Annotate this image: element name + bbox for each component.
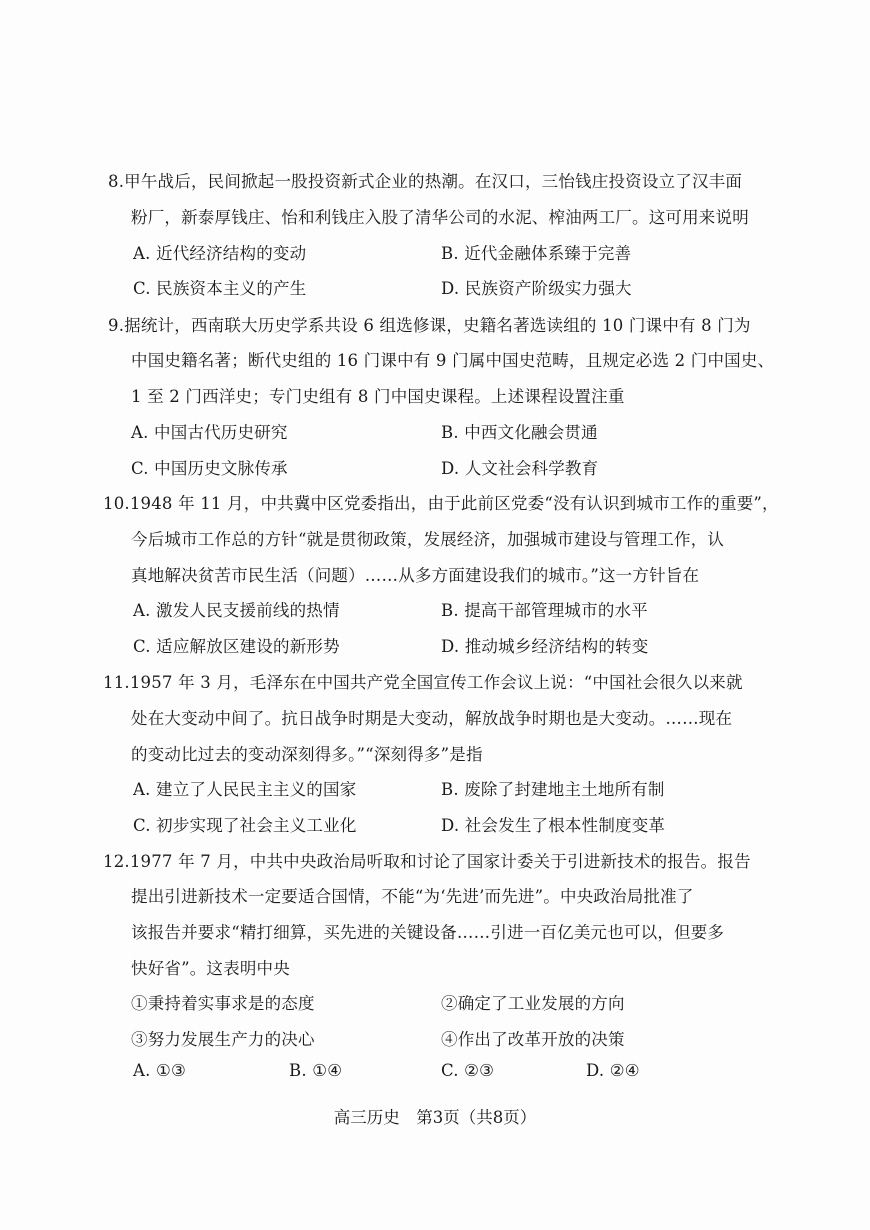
question-12-statement-1: ①秉持着实事求是的态度 [131,994,315,1013]
question-12-option-c: C. ②③ [441,1061,495,1080]
question-9-option-b: B. 中西文化融会贯通 [441,423,598,442]
question-12-statement-2: ②确定了工业发展的方向 [441,994,625,1013]
page-footer: 高三历史 第3页（共8页） [333,1108,537,1127]
question-12-statement-3: ③努力发展生产力的决心 [131,1030,315,1049]
question-8-option-c: C. 民族资本主义的产生 [133,279,307,298]
question-11-option-d: D. 社会发生了根本性制度变革 [441,816,666,835]
question-9-option-d: D. 人文社会科学教育 [441,459,599,478]
question-11-stem-line-3: 的变动比过去的变动深刻得多。”“深刻得多”是指 [131,745,483,764]
question-11-stem-line-1: 11.1957 年 3 月，毛泽东在中国共产党全国宣传工作会议上说：“中国社会很久以来就 [103,673,743,692]
question-9-stem-line-2: 中国史籍名著；断代史组的 16 门课中有 9 门属中国史范畴，且规定必选 2 门中国史、 [131,351,775,370]
question-12-option-b: B. ①④ [289,1061,343,1080]
question-10-option-d: D. 推动城乡经济结构的转变 [441,637,649,656]
question-10-stem-line-2: 今后城市工作总的方针“就是贯彻政策，发展经济，加强城市建设与管理工作，认 [131,530,725,549]
question-12-stem-line-3: 该报告并要求“精打细算，买先进的关键设备……引进一百亿美元也可以，但要多 [131,923,725,942]
question-11-option-b: B. 废除了封建地主土地所有制 [441,780,665,799]
question-8-stem-line-2: 粉厂，新泰厚钱庄、怡和利钱庄入股了清华公司的水泥、榨油两工厂。这可用来说明 [131,208,749,227]
question-9-option-a: A. 中国古代历史研究 [131,423,288,442]
question-12-option-a: A. ①③ [133,1061,186,1080]
question-12-stem-line-1: 12.1977 年 7 月，中共中央政治局听取和讨论了国家计委关于引进新技术的报告。报告 [103,852,751,871]
question-8-option-d: D. 民族资产阶级实力强大 [441,279,632,298]
question-8-stem-line-1: 8.甲午战后，民间掀起一股投资新式企业的热潮。在汉口，三怡钱庄投资设立了汉丰面 [108,172,743,191]
question-10-option-a: A. 激发人民支援前线的热情 [133,601,340,620]
question-11-option-a: A. 建立了人民民主主义的国家 [133,780,357,799]
question-9-stem-line-3: 1 至 2 门西洋史；专门史组有 8 门中国史课程。上述课程设置注重 [131,387,625,406]
question-12-option-d: D. ②④ [586,1061,640,1080]
question-10-stem-line-3: 真地解决贫苦市民生活（问题）……从多方面建设我们的城市。”这一方针旨在 [131,566,700,585]
question-9-stem-line-1: 9.据统计，西南联大历史学系共设 6 组选修课，史籍名著选读组的 10 门课中有 8 门为 [108,316,751,335]
question-10-option-c: C. 适应解放区建设的新形势 [133,637,340,656]
question-8-option-b: B. 近代金融体系臻于完善 [441,244,632,263]
question-12-stem-line-2: 提出引进新技术一定要适合国情，不能“为‘先进’而先进”。中央政治局批准了 [131,887,694,906]
question-10-stem-line-1: 10.1948 年 11 月，中共冀中区党委指出，由于此前区党委“没有认识到城市工作的重要”， [103,494,779,513]
question-12-statement-4: ④作出了改革开放的决策 [441,1030,625,1049]
question-8-option-a: A. 近代经济结构的变动 [133,244,307,263]
question-12-stem-line-4: 快好省”。这表明中央 [131,959,290,978]
question-11-stem-line-2: 处在大变动中间了。抗日战争时期是大变动，解放战争时期也是大变动。……现在 [131,709,733,728]
question-9-option-c: C. 中国历史文脉传承 [131,459,288,478]
question-10-option-b: B. 提高干部管理城市的水平 [441,601,648,620]
question-11-option-c: C. 初步实现了社会主义工业化 [133,816,357,835]
